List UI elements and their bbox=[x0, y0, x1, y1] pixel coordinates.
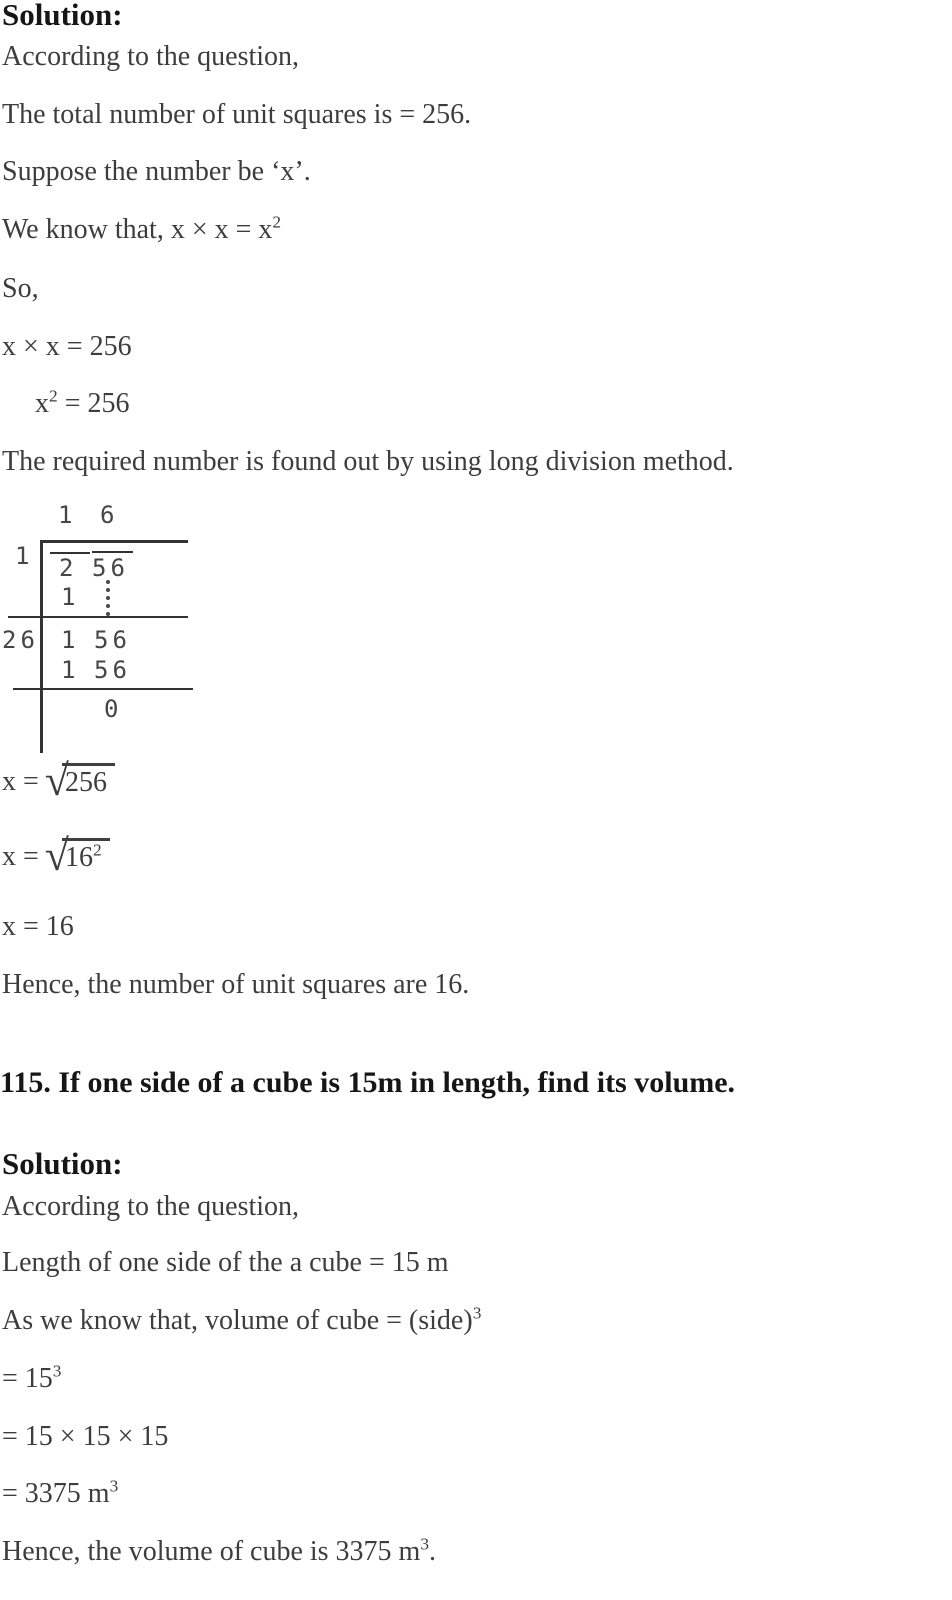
long-division-diagram bbox=[0, 500, 240, 760]
superscript-2: 2 bbox=[49, 386, 58, 406]
divisor-step1: 1 bbox=[15, 542, 34, 570]
equation-x-squared: $x^2 = 256$ bbox=[35, 386, 130, 419]
solution-heading-2: Solution: bbox=[2, 1146, 123, 1181]
paragraph-total-squares: The total number of unit squares is = 256. bbox=[2, 99, 472, 130]
radical-icon: √ bbox=[44, 756, 69, 805]
superscript-2: 2 bbox=[92, 840, 102, 860]
divisor-step2: 26 bbox=[2, 626, 39, 654]
product-row-b: 56 bbox=[94, 656, 131, 684]
superscript-3: 3 bbox=[109, 1476, 119, 1496]
paragraph-required-number: The required number is found out by using long division method. bbox=[2, 446, 734, 477]
paragraph-volume-formula: As we know that, volume of cube = (side)$^3$ bbox=[2, 1303, 482, 1336]
equation-3375: = 3375 $m^3$ bbox=[2, 1476, 119, 1509]
square-root: √ 256 bbox=[45, 763, 115, 797]
division-bottom-line bbox=[13, 688, 193, 690]
bring-down-dots bbox=[106, 580, 110, 616]
superscript-3: 3 bbox=[472, 1303, 482, 1323]
equation-x-times-x: x × x = 256 bbox=[2, 331, 132, 362]
square-root: √ $16^2$ bbox=[45, 838, 110, 872]
superscript-3: 3 bbox=[52, 1361, 62, 1381]
pair-overbar-2 bbox=[92, 551, 133, 553]
paragraph-according-2: According to the question, bbox=[2, 1191, 300, 1222]
paragraph-we-know: We know that, $x \times x = x^2$ bbox=[2, 212, 282, 245]
remainder-row-a: 1 bbox=[61, 626, 80, 654]
quotient-digit-1: 1 bbox=[58, 501, 77, 529]
paragraph-hence-2: Hence, the volume of cube is 3375 $m^3$. bbox=[2, 1534, 437, 1567]
paragraph-hence-1: Hence, the number of unit squares are 16. bbox=[2, 969, 470, 1000]
dividend-group-2: 56 bbox=[92, 554, 129, 582]
solution-heading-1: Solution: bbox=[2, 0, 123, 32]
paragraph-suppose: Suppose the number be ‘x’. bbox=[2, 156, 311, 187]
product-row-a: 1 bbox=[61, 656, 80, 684]
paragraph-according-1: According to the question, bbox=[2, 41, 300, 72]
final-remainder: 0 bbox=[104, 695, 123, 723]
equation-sqrt-256: x = √ 256 bbox=[2, 763, 115, 797]
superscript-3: 3 bbox=[420, 1534, 430, 1554]
division-vertical-line bbox=[40, 540, 43, 753]
division-top-line bbox=[40, 540, 188, 543]
subtract-step1: 1 bbox=[61, 583, 80, 611]
radical-icon: √ bbox=[44, 831, 69, 880]
paragraph-side-length: Length of one side of the a cube = 15 m bbox=[2, 1247, 449, 1278]
remainder-row-b: 56 bbox=[94, 626, 131, 654]
equation-sqrt-16-squared: x = √ $16^2$ bbox=[2, 838, 110, 872]
equation-x-16: x = 16 bbox=[2, 911, 74, 942]
dividend-group-1: 2 bbox=[59, 554, 78, 582]
equation-15-times: = 15 × 15 × 15 bbox=[2, 1421, 169, 1452]
superscript-2: 2 bbox=[272, 212, 282, 232]
quotient-digit-6: 6 bbox=[100, 501, 119, 529]
question-115-heading: 115. If one side of a cube is 15m in length, find its volume. bbox=[0, 1066, 736, 1099]
paragraph-so: So, bbox=[2, 273, 39, 304]
equation-15-cubed: = $15^3$ bbox=[2, 1361, 62, 1394]
division-mid-line bbox=[8, 616, 188, 618]
